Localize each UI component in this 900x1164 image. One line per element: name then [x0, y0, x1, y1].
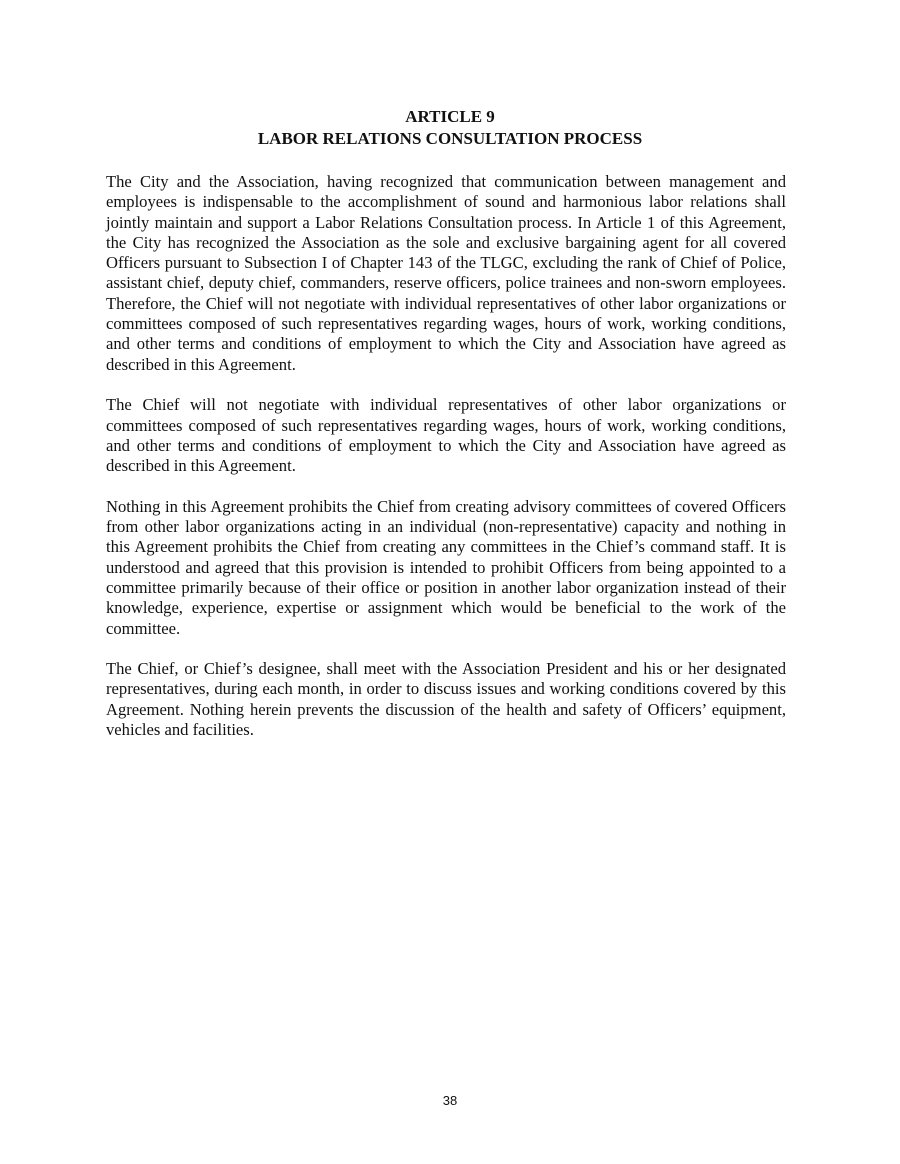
article-title: LABOR RELATIONS CONSULTATION PROCESS [257, 129, 643, 148]
page-number: 38 [442, 1093, 458, 1108]
article-body [106, 172, 786, 761]
paragraph-3: Nothing in this Agreement prohibits the Chief from creating advisory committees of covered Officers from other labor organizations acting in an individual (non-representative) capacity and nothing in this Agreement prohibits the Chief from creating any committees in the Chief’s command staff. It is understood and agreed that this provision is intended to prohibit Officers from being appointed to a committee primarily because of their office or position in another labor organization instead of their knowledge, experience, expertise or assignment which would be beneficial to the work of the committee. [106, 496, 786, 638]
article-heading [0, 106, 900, 150]
paragraph-1: The City and the Association, having recognized that communication between management and employees is indispensable to the accomplishment of sound and harmonious labor relations shall jointly maintain and support a Labor Relations Consultation process. In Article 1 of this Agreement, the City has recognized the Association as the sole and exclusive bargaining agent for all covered Officers pursuant to Subsection I of Chapter 143 of the TLGC, excluding the rank of Chief of Police, assistant chief, deputy chief, commanders, reserve officers, police trainees and non-sworn employees. Therefore, the Chief will not negotiate with individual representatives of other labor organizations or committees composed of such representatives regarding wages, hours of work, working conditions, and other terms and conditions of employment to which the City and Association have agreed as described in this Agreement. [106, 172, 786, 374]
paragraph-4: The Chief, or Chief’s designee, shall meet with the Association President and his or her designated representatives, during each month, in order to discuss issues and working conditions covered by this Agreement. Nothing herein prevents the discussion of the health and safety of Officers’ equipment, vehicles and facilities. [106, 659, 786, 740]
article-number: ARTICLE 9 [405, 107, 495, 126]
paragraph-2: The Chief will not negotiate with individual representatives of other labor organizations or committees composed of such representatives regarding wages, hours of work, working conditions, and other terms and conditions of employment to which the City and Association have agreed as described in this Agreement. [106, 395, 786, 476]
